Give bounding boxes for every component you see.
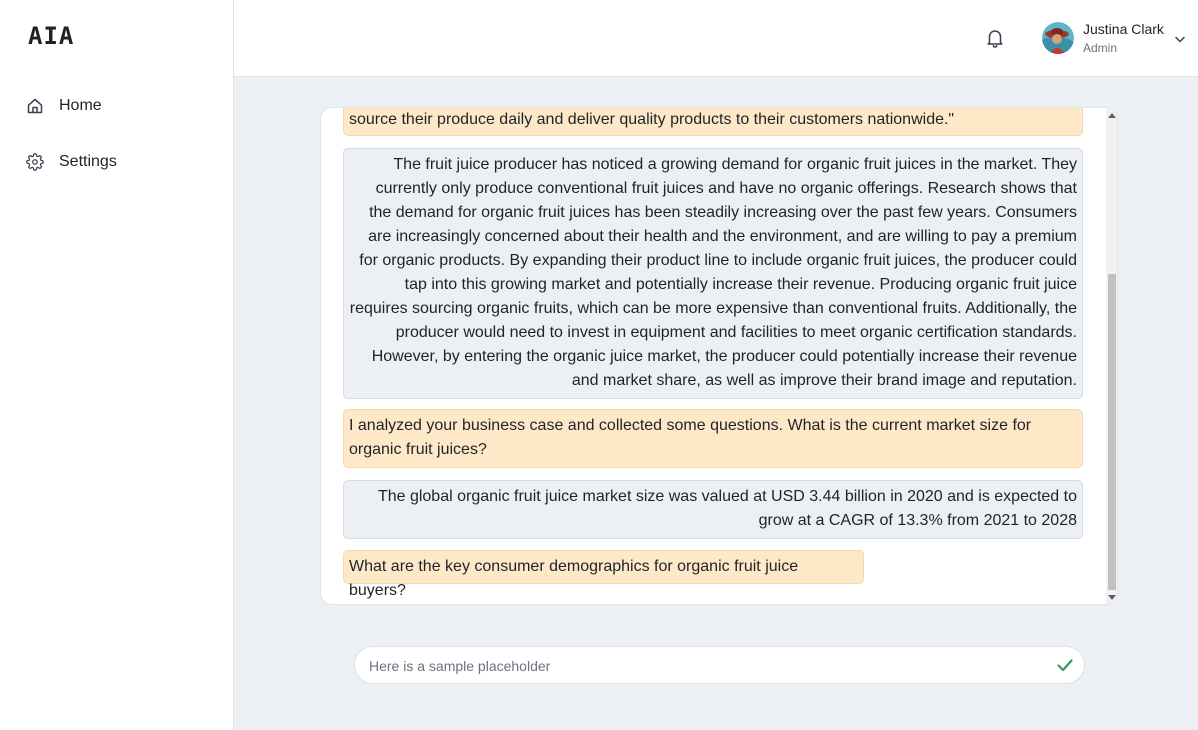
chat-input-container	[354, 646, 1085, 684]
bot-message: What are the key consumer demographics for organic fruit juice buyers?	[343, 550, 864, 584]
sidebar	[0, 0, 234, 730]
chat-scrollbar[interactable]	[1106, 108, 1118, 605]
sidebar-item-home[interactable]	[26, 94, 102, 118]
chevron-down-icon[interactable]	[1174, 32, 1186, 44]
bot-message: source their produce daily and deliver quality products to their customers nationwide."	[343, 107, 1083, 136]
user-message: The global organic fruit juice market size was valued at USD 3.44 billion in 2020 and is expected to grow at a CAGR of 13.3% from 2021 to 2028	[343, 480, 1083, 539]
check-icon[interactable]	[1056, 657, 1074, 673]
user-menu[interactable]	[1042, 18, 1186, 58]
user-role: Admin	[1083, 40, 1118, 55]
user-name: Justina Clark	[1083, 20, 1164, 37]
user-info	[1083, 21, 1164, 56]
home-icon	[26, 97, 44, 115]
scroll-down-arrow[interactable]	[1108, 595, 1116, 600]
user-message: The fruit juice producer has noticed a growing demand for organic fruit juices in the market. They currently only produce conventional fruit juices and have no organic offerings. Research shows that the demand for organic fruit juices has been steadily increasing over the past few years. Consumers are increasingly concerned about their health and the environment, and are willing to pay a premium for organic products. By expanding their product line to include organic fruit juices, the producer could tap into this growing market and potentially increase their revenue. Producing organic fruit juice requires sourcing organic fruits, which can be more expensive than conventional fruits. Additionally, the producer would need to invest in equipment and facilities to meet organic certification standards. However, by entering the organic juice market, the producer could potentially increase their revenue and market share, as well as improve their brand image and reputation.	[343, 148, 1083, 399]
sidebar-item-label: Settings	[59, 153, 117, 170]
avatar[interactable]	[1042, 22, 1074, 54]
bot-message: I analyzed your business case and collected some questions. What is the current market size for organic fruit juices?	[343, 409, 1083, 468]
scroll-up-arrow[interactable]	[1108, 113, 1116, 118]
bell-icon[interactable]	[986, 28, 1004, 48]
sidebar-item-settings[interactable]	[26, 150, 117, 174]
sidebar-item-label: Home	[59, 97, 102, 114]
app-logo[interactable]: AIA	[28, 22, 75, 50]
chat-input[interactable]	[367, 647, 1051, 685]
gear-icon	[26, 153, 44, 171]
chat-panel[interactable]	[320, 107, 1118, 605]
scroll-thumb[interactable]	[1108, 274, 1116, 590]
top-header	[234, 0, 1198, 77]
